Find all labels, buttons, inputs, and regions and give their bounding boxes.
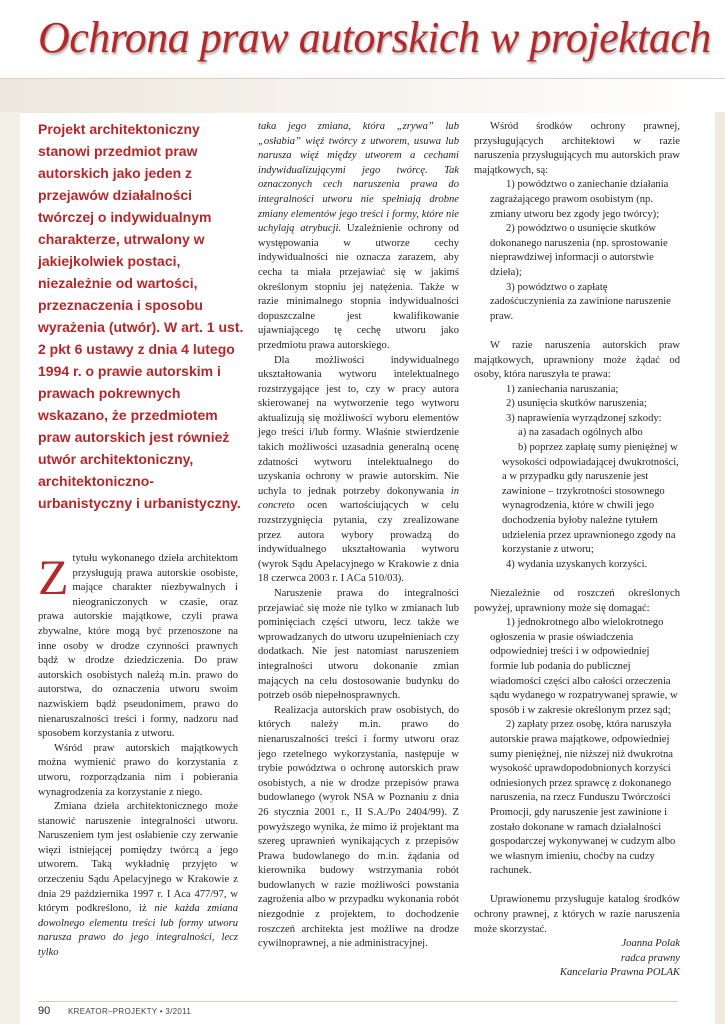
signature-role: radca prawny xyxy=(620,952,680,964)
col2-p2-text-b: ocen wartościujących w celu rozstrzygnięcia pytania, czy zrealizowane przez autora wybory prowadzą do indywidualnego ukształtowania wytworu (wyrok Sądu Apelacyjnego w Krakowie z dnia 18 czerwca 2003 r. I ACa 510/03). xyxy=(258,500,459,585)
page-title: Ochrona praw autorskich w projektach xyxy=(38,13,711,62)
col3-intro-3: Niezależnie od roszczeń określonych powyżej, uprawniony może się domagać: xyxy=(474,588,680,614)
col2-paragraph-4: Realizacja autorskich praw osobistych, do których należy m.in. prawo do nienaruszalności treści i formy utworu oraz jego rzetelnego wykorzystania, następuje w trybie powództwa o ochronę autorskich praw osobistych, a nie w drodze przepisów prawa budowlanego (wyrok NSA w Poznaniu z dnia 26 stycznia 2001 r., II S.A./Po 2404/99). Z powyższego wynika, że mimo iż projektant ma szereg uprawnień wynikających z przepisów Prawa budowlanego do m.in. żądania od kierownika budowy wstrzymania robót budowlanych w razie możliwości powstania zagrożenia albo w przypadku wykonania robót niezgodnie z projektem, to dochodzenie roszczeń architekta jest możliwe na drodze cywilnoprawnej, a nie administracyjnej. xyxy=(258,704,459,950)
col1-p3-text: Zmiana dzieła architektonicznego może stanowić naruszenie integralności utworu. Naruszeniem tym jest osłabienie czy zerwanie więzi istniejącej pomiędzy twórcą a jego utworem. Taką wykładnię przyjęto w orzeczeniu Sądu Apelacyjnego w Krakowie z dnia 29 października 1997 r. I Aca 477/97, w którym podkreślono, iż xyxy=(38,801,238,915)
left-margin-band xyxy=(0,112,20,1024)
list-item: 2) powództwo o usunięcie skutków dokonanego naruszenia (np. sprostowanie nieprawdziwej informacji o autorstwie dzieła); xyxy=(490,223,668,278)
list-item: 2) zapłaty przez osobę, która naruszyła autorskie prawa majątkowe, odpowiedniej sumy pieniężnej, nie niższej niż dwukrotna wysokość uprawdopodobnionych korzyści odniesionych przez sprawcę z dokonanego naruszenia, na rzecz Funduszu Twórczości Promocji, gdy naruszenie jest zawinione i zostało dokonane w ramach działalności gospodarczej wykonywanej w cudzym albo we własnym imieniu, choćby na cudzy rachunek. xyxy=(490,719,676,877)
list-item: 3) powództwo o zapłatę zadośćuczynienia za zawinione naruszenie praw. xyxy=(490,281,671,322)
col2-p2-text-a: Dla możliwości indywidualnego ukształtowania wytworu intelektualnego rozstrzygające jest to, czy w pracy autora skierowanej na wytworzenie tego wytworu aktualizują się możliwości wyboru elementów jego treści i/lub formy. Właśnie stwierdzenie takich możliwości uzasadnia generalną ocenę zdatności wytworu intelektualnego do uzyskania ochrony w prawie autorskim. Nie uchyla to jednak potrzeby dokonywania xyxy=(258,354,459,497)
list-item: 1) jednokrotnego albo wielokrotnego ogłoszenia w prasie oświadczenia odpowiedniej treści i w odpowiedniej formie lub podania do publicznej wiadomości części albo całości orzeczenia sądu wydanego w rozpatrywanej sprawie, w sposób i w zakresie określonym przez sąd; xyxy=(490,617,678,716)
col2-p2-italic: in concreto xyxy=(258,485,459,512)
page-number: 90 xyxy=(38,1005,51,1017)
col1-paragraph-2: Wśród praw autorskich majątkowych można wymienić prawo do korzystania z utworu, rozporządzania nim i pobierania wynagrodzenia za korzystanie z niego. xyxy=(38,742,238,798)
col1-paragraph-3 xyxy=(38,800,238,961)
sub-list-item: a) na zasadach ogólnych albo xyxy=(518,427,643,439)
signature-firm: Kancelaria Prawna POLAK xyxy=(559,967,680,979)
col3-intro-2: W razie naruszenia autorskich praw majątkowych, uprawniony może żądać od osoby, która naruszyła te prawa: xyxy=(474,339,680,381)
column-1 xyxy=(38,549,239,961)
lead-paragraph: Projekt architektoniczny stanowi przedmiot praw autorskich jako jeden z przejawów działalności twórczej o indywidualnym charakterze, utrwalony w jakiejkolwiek postaci, niezależnie od wartości, przeznaczenia i sposobu wyrażenia (utwór). W art. 1 ust. 2 pkt 6 ustawy z dnia 4 lutego 1994 r. o prawie autorskim i prawach pokrewnych wskazano, że przedmiotem praw autorskich jest również utwór architektoniczny, architektoniczno-urbanistyczny i urbanistyczny. xyxy=(38,121,244,511)
header-band xyxy=(0,78,725,113)
page-footer xyxy=(38,1001,678,1020)
col2-p1-italic: taka jego zmiana, która „zrywa” lub „osłabia” więź twórcy z utworem, usuwa lub narusza więź między utworem a cechami indywidualizującymi jego twórcę. Tak oznaczonych cech naruszenia prawa do integralności utworu nie spełniają drobne zmiany elementów jego treści i formy, które nie uchylają atrybucji. xyxy=(258,121,459,235)
page-header xyxy=(0,0,725,112)
list-item: 3) naprawienia wyrządzonej szkody: xyxy=(506,412,662,424)
col2-paragraph-1 xyxy=(258,120,459,354)
list-item: 1) zaniechania naruszania; xyxy=(506,383,619,395)
col3-closing: Uprawionemu przysługuje katalog środków ochrony prawnej, z których w razie naruszenia może skorzystać. xyxy=(474,894,680,935)
list-item: 2) usunięcia skutków naruszenia; xyxy=(506,398,647,410)
drop-cap: Z xyxy=(38,549,69,605)
list-item: 4) wydania uzyskanych korzyści. xyxy=(506,558,648,570)
signature-name: Joanna Polak xyxy=(621,938,680,950)
column-3 xyxy=(474,120,680,981)
magazine-issue: KREATOR–PROJEKTY • 3/2011 xyxy=(68,1007,192,1016)
col2-paragraph-2 xyxy=(258,354,459,588)
col1-p1-text: tytułu wykonanego dzieła architektom przysługują prawa autorskie osobiste, mające charakter niezbywalnych i nieograniczonych w czasie, oraz prawa autorskie majątkowe, czyli prawa zbywalne, które mogą być przenoszone na inne osoby w drodze czynności prawnych bądź w drodze dziedziczenia. Do praw autorskich osobistych należą m.in. prawo do autorstwa, do oznaczenia utworu swoim nazwiskiem bądź pseudonimem, prawo do nienaruszalności treści i formy, nadzoru nad sposobem korzystania z utworu. xyxy=(38,553,238,740)
list-item: 1) powództwo o zaniechanie działania zagrażającego prawom osobistym (np. zmiany utworu bez zgody jego twórcy); xyxy=(490,179,669,220)
col2-paragraph-3: Naruszenie prawa do integralności przejawiać się może nie tylko w zmianach lub pominięciach części utworu, lecz także we wprowadzanych do utworu uzupełnieniach czy dodatkach. Nie jest natomiast naruszeniem integralności utworu dokonanie zmian mających na celu dostosowanie budynku do potrzeb osób niepełnosprawnych. xyxy=(258,588,459,702)
right-margin-band xyxy=(715,112,725,1024)
col2-p1-text: Uzależnienie ochrony od występowania w utworze cechy indywidualności nie oznacza zarazem, aby cecha ta miała przejawiać się w jakimś określonym stopniu jej natężenia. Także w razie minimalnego stopnia indywidualności dopuszczalne jest kwalifikowanie ujawniającego tę cechę utworu jako przedmiotu prawa autorskiego. xyxy=(258,223,459,351)
sub-list-item: b) poprzez zapłatę sumy pieniężnej w wysokości odpowiadającej dwukrotności, a w przypadku gdy naruszenie jest zawinione – trzykrotności stosownego wynagrodzenia, które w chwili jego dochodzenia byłoby należne tytułem udzielenia przez uprawnionego zgody na korzystanie z utworu; xyxy=(502,442,679,556)
col1-p3-italic: nie każda zmiana dowolnego elementu treści lub formy utworu narusza prawo do jego integralności, lecz tylko xyxy=(38,903,239,959)
col1-paragraph-1 xyxy=(38,549,238,742)
column-2 xyxy=(258,120,459,952)
col3-intro-1: Wśród środków ochrony prawnej, przysługujących architektowi w razie naruszenia przysługujących mu autorskich praw majątkowych, są: xyxy=(474,121,680,176)
